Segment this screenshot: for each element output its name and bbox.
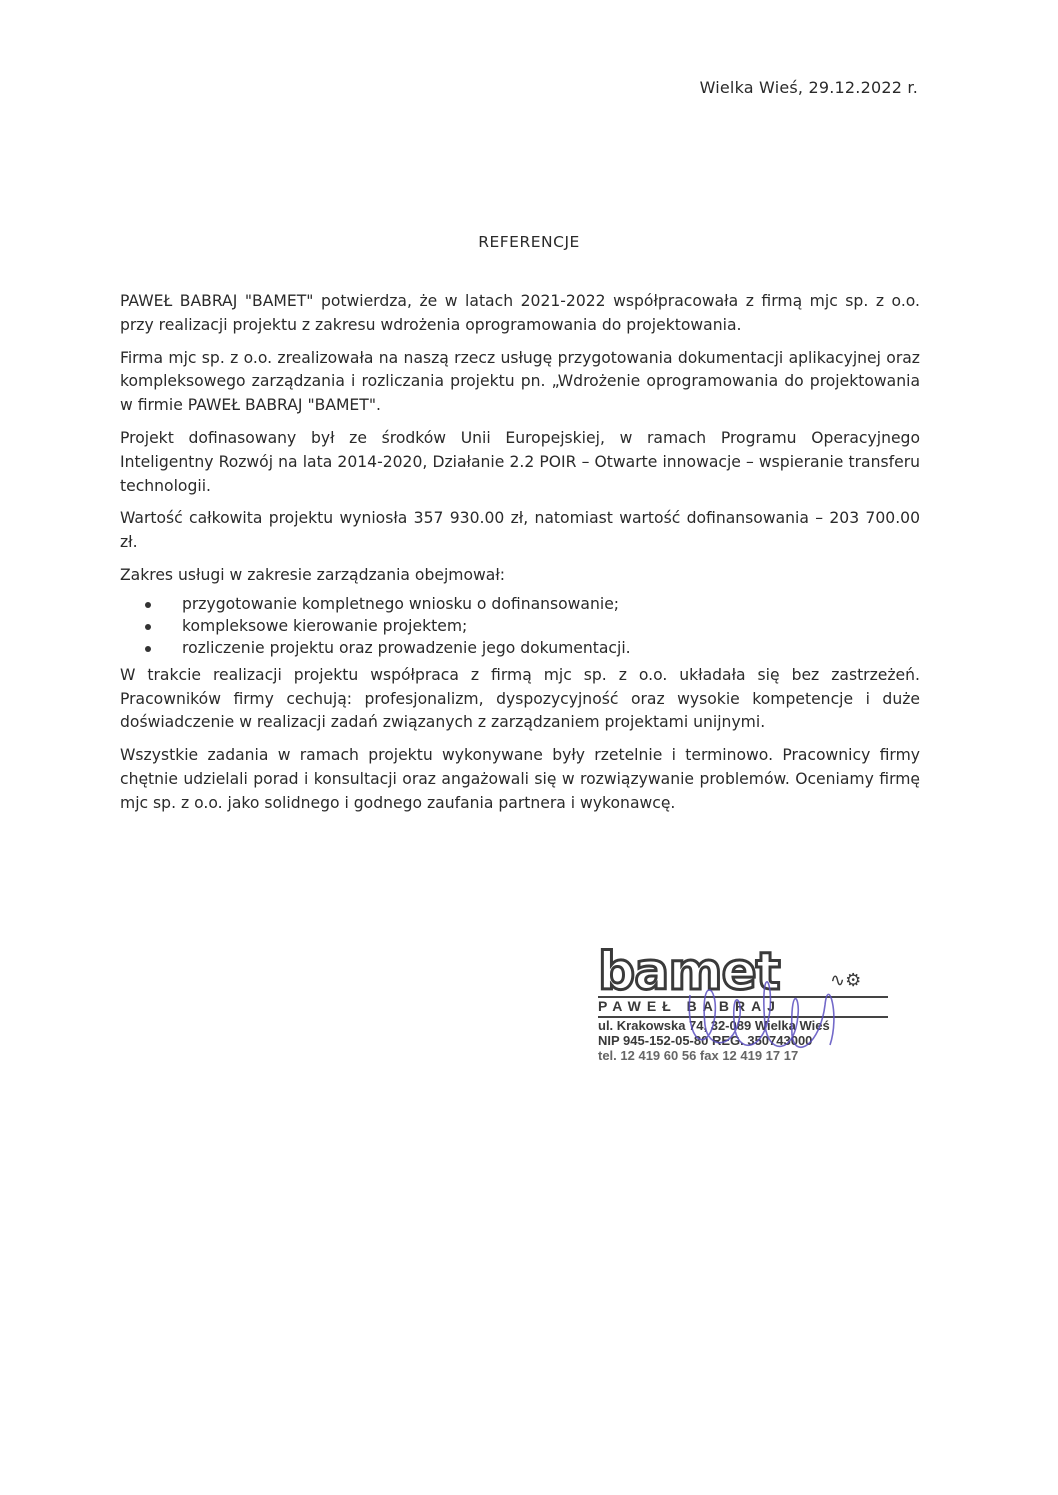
bamet-logo: bamet <box>598 942 780 1002</box>
stamp-contact: tel. 12 419 60 56 fax 12 419 17 17 <box>598 1048 799 1063</box>
stamp-owner: PAWEŁ BABRAJ <box>598 998 781 1014</box>
document-title: REFERENCJE <box>478 233 580 251</box>
list-item: przygotowanie kompletnego wniosku o dofinansowanie; <box>182 593 920 615</box>
paragraph-service: Firma mjc sp. z o.o. zrealizowała na naszą rzecz usługę przygotowania dokumentacji aplikacyjnej oraz kompleksowego zarządzania i rozliczania projektu pn. „Wdrożenie oprogramowania do projektowania w firmie PAWEŁ BABRAJ "BAMET". <box>120 348 920 415</box>
list-item: rozliczenie projektu oraz prowadzenie jego dokumentacji. <box>182 637 920 659</box>
list-item: kompleksowe kierowanie projektem; <box>182 615 920 637</box>
stamp-address: ul. Krakowska 74, 32-089 Wielka Wieś <box>598 1018 830 1033</box>
paragraph-intro: PAWEŁ BABRAJ "BAMET" potwierdza, że w latach 2021-2022 współpracowała z firmą mjc sp. z o.o. przy realizacji projektu z zakresu wdrożenia oprogramowania do projektowania. <box>120 292 920 334</box>
gear-wave-icon: ∿⚙ <box>830 970 862 991</box>
paragraph-scope-heading: Zakres usługi w zakresie zarządzania obejmował: <box>120 565 506 584</box>
signature <box>680 955 890 1065</box>
paragraph-funding: Projekt dofinasowany był ze środków Unii Europejskiej, w ramach Programu Operacyjnego Inteligentny Rozwój na lata 2014-2020, Działanie 2.2 POIR – Otwarte innowacje – wspieranie transferu technologii. <box>120 428 920 495</box>
letter-body <box>120 290 920 825</box>
stamp-ids: NIP 945-152-05-80 REG. 350743000 <box>598 1033 813 1048</box>
scope-list <box>120 593 920 659</box>
paragraph-assessment: Wszystkie zadania w ramach projektu wykonywane były rzetelnie i terminowo. Pracownicy firmy chętnie udzielali porad i konsultacji oraz angażowali się w rozwiązywanie problemów. Oceniamy firmę mjc sp. z o.o. jako solidnego i godnego zaufania partnera i wykonawcę. <box>120 746 920 812</box>
paragraph-cooperation: W trakcie realizacji projektu współpraca z firmą mjc sp. z o.o. układała się bez zastrzeżeń. Pracowników firmy cechują: profesjonalizm, dyspozycyjność oraz wysokie kompetencje i duże doświadczenie w realizacji zadań związanych z zarządzaniem projektami unijnymi. <box>120 665 920 732</box>
paragraph-value: Wartość całkowita projektu wyniosła 357 930.00 zł, natomiast wartość dofinansowania – 203 700.00 zł. <box>120 509 920 552</box>
place-date: Wielka Wieś, 29.12.2022 r. <box>699 78 918 97</box>
